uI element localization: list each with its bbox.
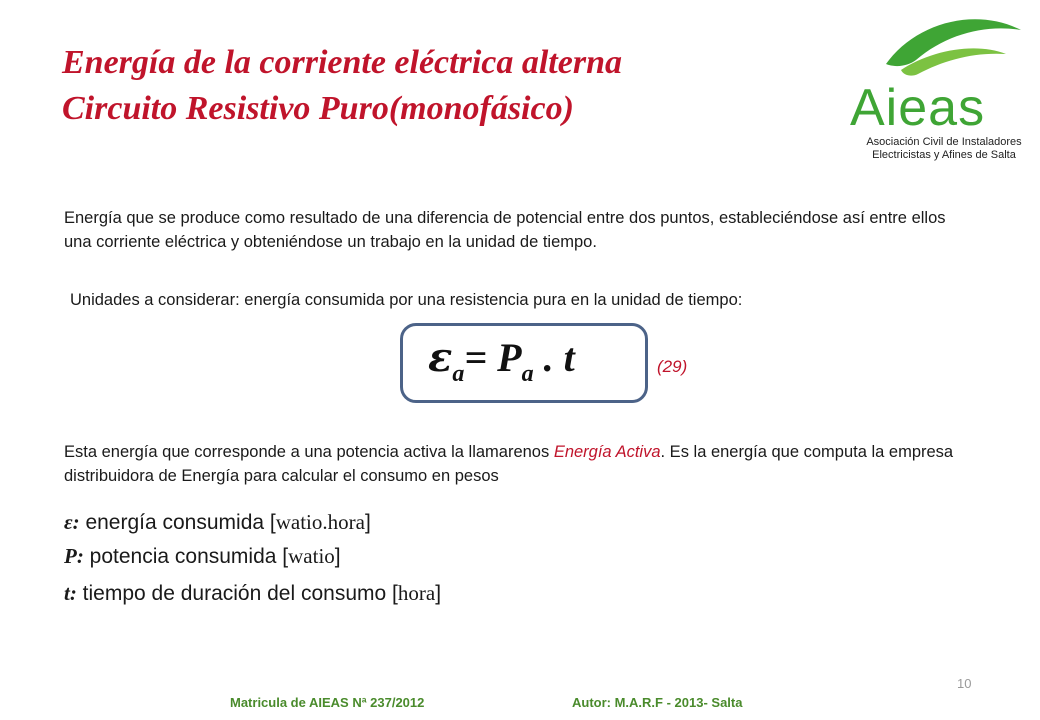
- page-number: 10: [957, 676, 972, 691]
- definition-unit: hora: [397, 581, 436, 605]
- definition-close: ]: [334, 545, 341, 568]
- title-line-1: Energía de la corriente eléctrica alterna: [62, 44, 622, 81]
- power-subscript: a: [521, 361, 534, 387]
- paragraph2-after: . Es la energía que computa la empresa distribuidora de Energía para calcular el consumo en pesos: [64, 443, 954, 485]
- definition-close: ]: [435, 582, 442, 605]
- logo-subtitle-line-1: Asociación Civil de Instaladores: [866, 136, 1022, 148]
- definition-symbol: t:: [64, 581, 77, 605]
- energy-symbol: ε: [428, 334, 453, 381]
- logo-subtitle: [852, 136, 1036, 162]
- definition-symbol: P:: [64, 544, 84, 568]
- logo-name: Aieas: [850, 79, 986, 137]
- energy-formula: [428, 333, 575, 399]
- equation-number: (29): [657, 357, 688, 376]
- aieas-logo: [846, 12, 1036, 162]
- definition-text: potencia consumida [: [83, 545, 289, 568]
- slide-title: [62, 40, 822, 132]
- time-symbol: t: [563, 335, 575, 380]
- power-symbol: P: [497, 335, 522, 380]
- active-energy-term: Energía Activa: [553, 443, 661, 461]
- definition-close: ]: [364, 511, 371, 534]
- definition-paragraph: Energía que se produce como resultado de una diferencia de potencial entre dos puntos, estableciéndose así entre ellos una corriente eléctrica y obteniéndose un trabajo en la unidad de tiempo.: [64, 209, 946, 251]
- active-energy-paragraph: [64, 440, 964, 488]
- footer-author: Autor: M.A.R.F - 2013- Salta: [572, 695, 743, 710]
- title-line-2: Circuito Resistivo Puro(monofásico): [62, 90, 574, 127]
- footer-registration: Matricula de AIEAS Nª 237/2012: [230, 695, 425, 710]
- definition-text: energía consumida [: [79, 511, 276, 534]
- definition-energy: [64, 508, 371, 537]
- definition-text: tiempo de duración del consumo [: [76, 582, 398, 605]
- definition-unit: watio.hora: [275, 510, 365, 534]
- definition-symbol: ε:: [64, 510, 80, 534]
- definition-unit: watio: [288, 544, 335, 568]
- equals-sign: =: [464, 335, 498, 380]
- definition-time: [64, 579, 441, 608]
- paragraph2-before: Esta energía que corresponde a una potencia activa la llamarenos: [64, 443, 554, 461]
- energy-subscript: a: [452, 361, 465, 387]
- multiply-operator: .: [533, 335, 564, 380]
- definition-power: [64, 542, 341, 571]
- units-line: Unidades a considerar: energía consumida por una resistencia pura en la unidad de tiempo:: [70, 291, 743, 309]
- logo-subtitle-line-2: Electricistas y Afines de Salta: [872, 149, 1016, 161]
